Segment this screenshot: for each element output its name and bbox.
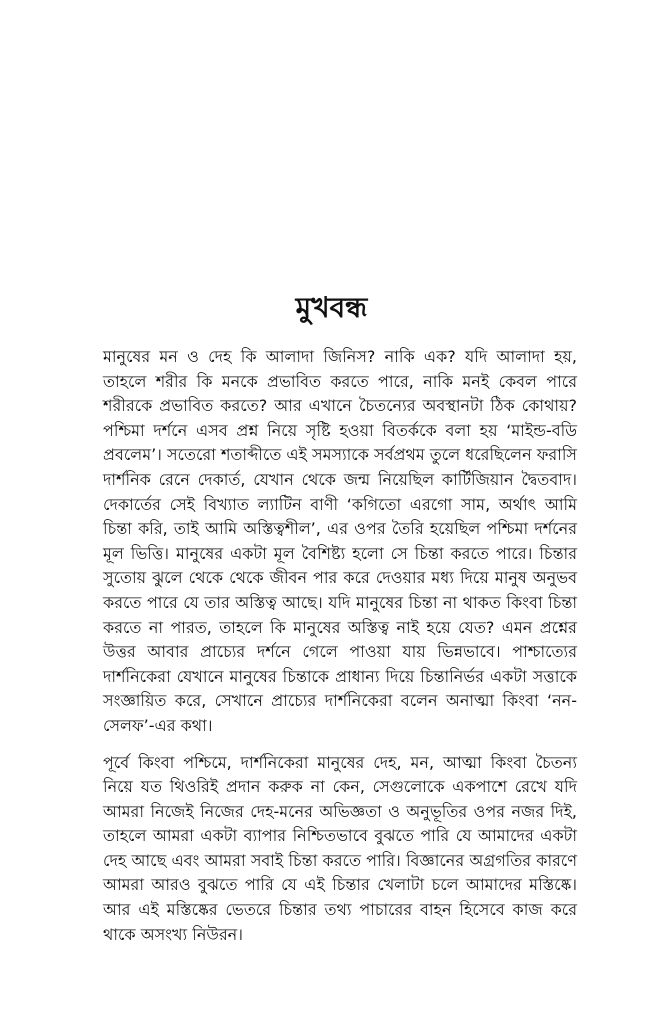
paragraph: পূর্বে কিংবা পশ্চিমে, দার্শনিকেরা মানুষের দেহ, মন, আত্মা কিংবা চৈতন্য নিয়ে যত থিওরিই প্রদান করুক না কেন, সেগুলোকে একপাশে রেখে যদি আমরা নিজেই নিজের দেহ-মনের অভিজ্ঞতা ও অনুভূতির ওপর নজর দিই, তাহলে আমরা একটা ব্যাপার নিশ্চিতভাবে বুঝতে পারি যে আমাদের একটা দেহ আছে এবং আমরা সবাই চিন্তা করতে পারি। বিজ্ঞানের অগ্রগতির কারণে আমরা আরও বুঝতে পারি যে এই চিন্তার খেলাটা চলে আমাদের মস্তিষ্কে। আর এই মস্তিষ্কের ভেতরে চিন্তার তথ্য পাচারের বাহন হিসেবে কাজ করে থাকে অসংখ্য নিউরন। — [103, 752, 577, 944]
body-text — [103, 345, 577, 947]
paragraph: মানুষের মন ও দেহ কি আলাদা জিনিস? নাকি এক? যদি আলাদা হয়, তাহলে শরীর কি মনকে প্রভাবিত করতে পারে, নাকি মনই কেবল পারে শরীরকে প্রভাবিত করতে? আর এখানে চৈতন্যের অবস্থানটা ঠিক কোথায়? পশ্চিমা দর্শনে এসব প্রশ্ন নিয়ে সৃষ্টি হওয়া বিতর্ককে বলা হয় ‘মাইন্ড-বডি প্রবলেম’। সতেরো শতাব্দীতে এই সমস্যাকে সর্বপ্রথম তুলে ধরেছিলেন ফরাসি দার্শনিক রেনে দেকার্ত, যেখান থেকে জন্ম নিয়েছিল কার্টিজিয়ান দ্বৈতবাদ। দেকার্তের সেই বিখ্যাত ল্যাটিন বাণী ‘কগিতো এরগো সাম, অর্থাৎ আমি চিন্তা করি, তাই আমি অস্তিত্বশীল’, এর ওপর তৈরি হয়েছিল পশ্চিমা দর্শনের মূল ভিত্তি। মানুষের একটা মূল বৈশিষ্ট্য হলো সে চিন্তা করতে পারে। চিন্তার সুতোয় ঝুলে থেকে থেকে জীবন পার করে দেওয়ার মধ্য দিয়ে মানুষ অনুভব করতে পারে যে তার অস্তিত্ব আছে। যদি মানুষের চিন্তা না থাকত কিংবা চিন্তা করতে না পারত, তাহলে কি মানুষের অস্তিত্ব নাই হয়ে যেত? এমন প্রশ্নের উত্তর আবার প্রাচ্যের দর্শনে গেলে পাওয়া যায় ভিন্নভাবে। পাশ্চাত্যের দার্শনিকেরা যেখানে মানুষের চিন্তাকে প্রাধান্য দিয়ে চিন্তানির্ভর একটা সত্তাকে সংজ্ঞায়িত করে, সেখানে প্রাচ্যের দার্শনিকেরা বলেন অনাত্মা কিংবা ‘নন-সেলফ’-এর কথা। — [103, 347, 577, 735]
chapter-title: মুখবন্ধ — [295, 291, 368, 324]
